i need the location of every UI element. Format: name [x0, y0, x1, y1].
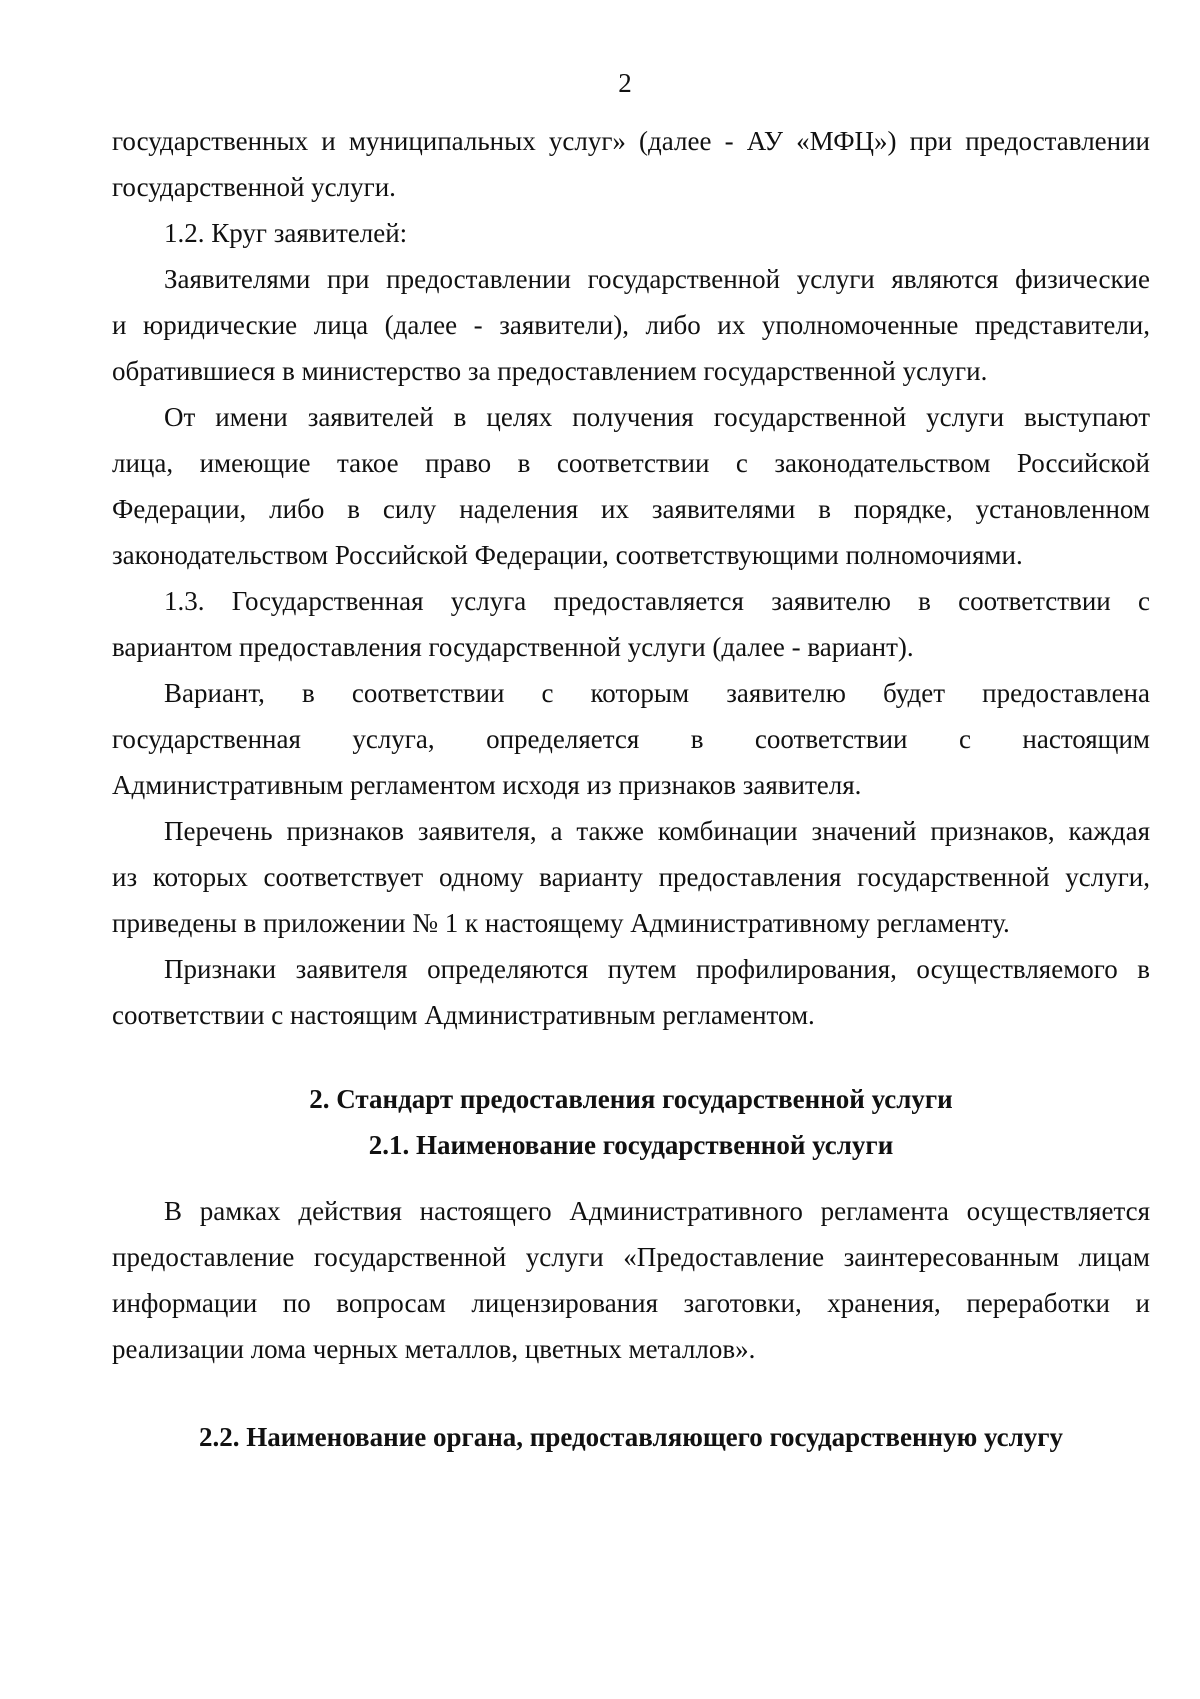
paragraph: [112, 808, 1150, 946]
text-line: предоставление государственной услуги «Предоставление заинтересованным лицам: [112, 1242, 1150, 1272]
text-line: законодательством Российской Федерации, соответствующими полномочиями.: [112, 540, 1023, 570]
text-line: приведены в приложении № 1 к настоящему Административному регламенту.: [112, 908, 1010, 938]
paragraph: [112, 394, 1150, 578]
text-line: 1.3. Государственная услуга предоставляется заявителю в соответствии с: [164, 586, 1150, 616]
text-line: Федерации, либо в силу наделения их заявителями в порядке, установленном: [112, 494, 1150, 524]
section-heading: 2. Стандарт предоставления государственной услуги: [309, 1084, 953, 1114]
text-line: и юридические лица (далее - заявители), либо их уполномоченные представители,: [112, 310, 1150, 340]
text-line: В рамках действия настоящего Административного регламента осуществляется: [164, 1196, 1150, 1226]
paragraph: [112, 578, 1150, 670]
paragraph: [112, 1188, 1150, 1372]
text-line: информации по вопросам лицензирования заготовки, хранения, переработки и: [112, 1288, 1150, 1318]
text-line: государственная услуга, определяется в соответствии с настоящим: [112, 724, 1150, 754]
page-number: 2: [618, 68, 632, 98]
text-line: лица, имеющие такое право в соответствии с законодательством Российской: [112, 448, 1150, 478]
text-line: вариантом предоставления государственной услуги (далее - вариант).: [112, 632, 914, 662]
paragraph: [112, 210, 1150, 256]
text-line: обратившиеся в министерство за предоставлением государственной услуги.: [112, 356, 988, 386]
text-line: государственных и муниципальных услуг» (далее - АУ «МФЦ») при предоставлении: [112, 126, 1150, 156]
text-line: Признаки заявителя определяются путем профилирования, осуществляемого в: [164, 954, 1150, 984]
text-line: из которых соответствует одному варианту предоставления государственной услуги,: [112, 862, 1150, 892]
document-body: [112, 118, 1150, 1460]
text-line: соответствии с настоящим Административным регламентом.: [112, 1000, 815, 1030]
paragraph: [112, 118, 1150, 210]
text-line: 1.2. Круг заявителей:: [164, 218, 408, 248]
subsection-heading: 2.1. Наименование государственной услуги: [368, 1130, 894, 1160]
text-line: Вариант, в соответствии с которым заявителю будет предоставлена: [164, 678, 1150, 708]
text-line: реализации лома черных металлов, цветных металлов».: [112, 1334, 756, 1364]
text-line: Перечень признаков заявителя, а также комбинации значений признаков, каждая: [164, 816, 1150, 846]
subsection-heading: 2.2. Наименование органа, предоставляющего государственную услугу: [198, 1422, 1064, 1452]
paragraph: [112, 670, 1150, 808]
text-line: Административным регламентом исходя из признаков заявителя.: [112, 770, 862, 800]
text-line: Заявителями при предоставлении государственной услуги являются физические: [164, 264, 1150, 294]
paragraph: [112, 946, 1150, 1038]
text-line: От имени заявителей в целях получения государственной услуги выступают: [164, 402, 1150, 432]
text-line: государственной услуги.: [112, 172, 396, 202]
paragraph: [112, 256, 1150, 394]
